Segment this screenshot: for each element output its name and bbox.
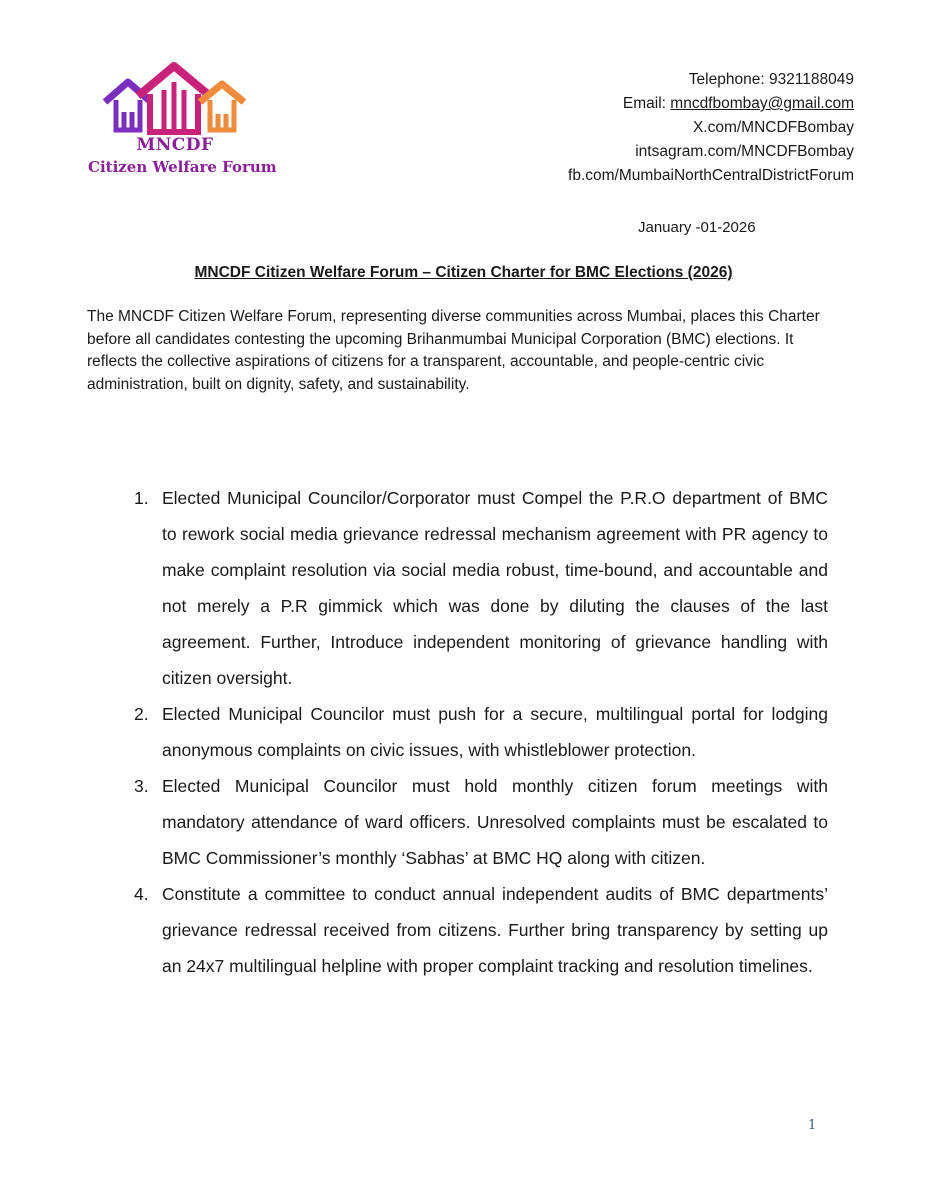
charter-point-2	[118, 696, 828, 768]
email-label: Email:	[622, 95, 666, 112]
point-text: Elected Municipal Councilor must hold monthly citizen forum meetings with mandatory attendance of ward officers. Unresolved complaints must be escalated to BMC Commissioner’s monthly ‘Sabhas’ at BMC HQ along with citizen.	[162, 776, 828, 868]
point-number: 3.	[134, 776, 149, 796]
point-text: Constitute a committee to conduct annual independent audits of BMC departments’ grievance redressal received from citizens. Further bring transparency by setting up an 24x7 multilingual helpline with proper complaint tracking and resolution timelines.	[162, 884, 828, 976]
facebook-handle: fb.com/MumbaiNorthCentralDistrictForum	[568, 167, 854, 184]
logo	[80, 60, 280, 180]
document-title: MNCDF Citizen Welfare Forum – Citizen Charter for BMC Elections (2026)	[194, 264, 733, 281]
instagram-handle: intsagram.com/MNCDFBombay	[635, 143, 854, 160]
charter-point-4	[118, 876, 828, 984]
charter-point-3	[118, 768, 828, 876]
charter-points	[118, 480, 828, 984]
intro-paragraph: The MNCDF Citizen Welfare Forum, representing diverse communities across Mumbai, places this Charter before all candidates contesting the upcoming Brihanmumbai Municipal Corporation (BMC) elections. It reflects the collective aspirations of citizens for a transparent, accountable, and people-centric civic administration, built on dignity, safety, and sustainability.	[87, 308, 820, 393]
page-number: 1	[808, 1118, 817, 1133]
email-link[interactable]: mncdfbombay@gmail.com	[670, 95, 854, 112]
point-text: Elected Municipal Councilor/Corporator must Compel the P.R.O department of BMC to rework social media grievance redressal mechanism agreement with PR agency to make complaint resolution via social media robust, time-bound, and accountable and not merely a P.R gimmick which was done by diluting the clauses of the last agreement. Further, Introduce independent monitoring of grievance handling with citizen oversight.	[162, 488, 828, 688]
houses-logo-icon	[100, 60, 250, 140]
x-handle: X.com/MNCDFBombay	[692, 119, 854, 136]
point-text: Elected Municipal Councilor must push for a secure, multilingual portal for lodging anonymous complaints on civic issues, with whistleblower protection.	[162, 704, 828, 760]
contact-block	[568, 68, 854, 188]
logo-subtitle: Citizen Welfare Forum	[88, 158, 277, 176]
charter-point-1	[118, 480, 828, 696]
telephone: Telephone: 9321188049	[688, 71, 854, 88]
email-line	[568, 92, 854, 116]
document-date: January -01-2026	[638, 219, 756, 236]
point-number: 1.	[134, 488, 149, 508]
logo-title: MNCDF	[136, 135, 214, 155]
point-number: 4.	[134, 884, 149, 904]
point-number: 2.	[134, 704, 149, 724]
